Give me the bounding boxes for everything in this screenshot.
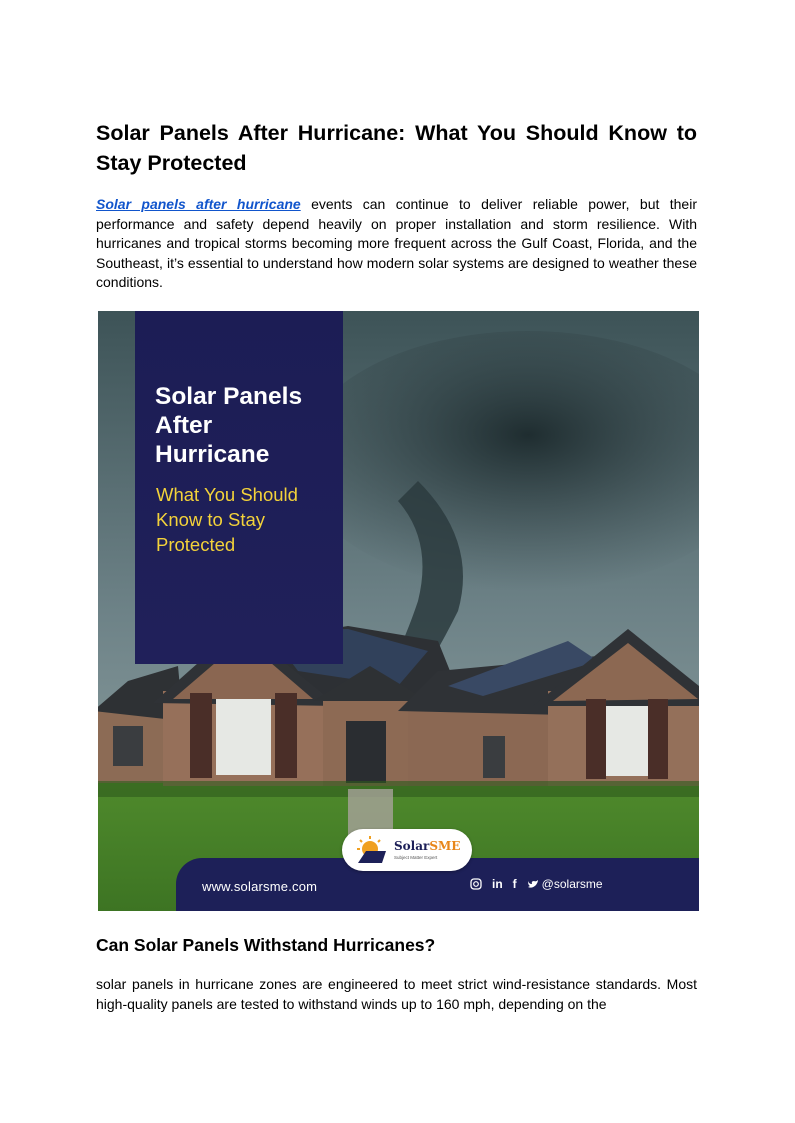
instagram-icon <box>470 878 482 890</box>
twitter-icon <box>527 879 539 890</box>
social-links <box>470 877 603 891</box>
banner-subtitle: What You Should Know to Stay Protected <box>156 484 298 555</box>
intro-paragraph <box>96 195 697 293</box>
intro-link[interactable]: Solar panels after hurricane <box>96 196 301 212</box>
social-handle: @solarsme <box>541 877 603 891</box>
sun-panel-icon <box>352 835 392 865</box>
page-title: Solar Panels After Hurricane: What You Should Know to Stay Protected <box>96 121 697 175</box>
hero-image <box>98 311 699 911</box>
section-heading: Can Solar Panels Withstand Hurricanes? <box>96 935 436 955</box>
website-url: www.solarsme.com <box>202 879 318 894</box>
banner-title: Solar Panels After Hurricane <box>155 383 303 468</box>
brand-logo: SolarSME Subject Matter Expert <box>342 829 472 871</box>
intro-text: events can continue to deliver reliable power, but their performance and safety depend heavily on proper installation and storm resilience. With hurricanes and tropical storms becoming more frequent across the Gulf Coast, Florida, and the Southeast, it’s essential to understand how modern solar systems are designed to weather these conditions. <box>96 196 697 291</box>
section-paragraph: solar panels in hurricane zones are engineered to meet strict wind-resistance standards. Most high-quality panels are tested to withstand winds up to 160 mph, depending on the <box>96 976 697 1012</box>
linkedin-icon: in <box>492 877 503 891</box>
facebook-icon: f <box>512 877 517 891</box>
